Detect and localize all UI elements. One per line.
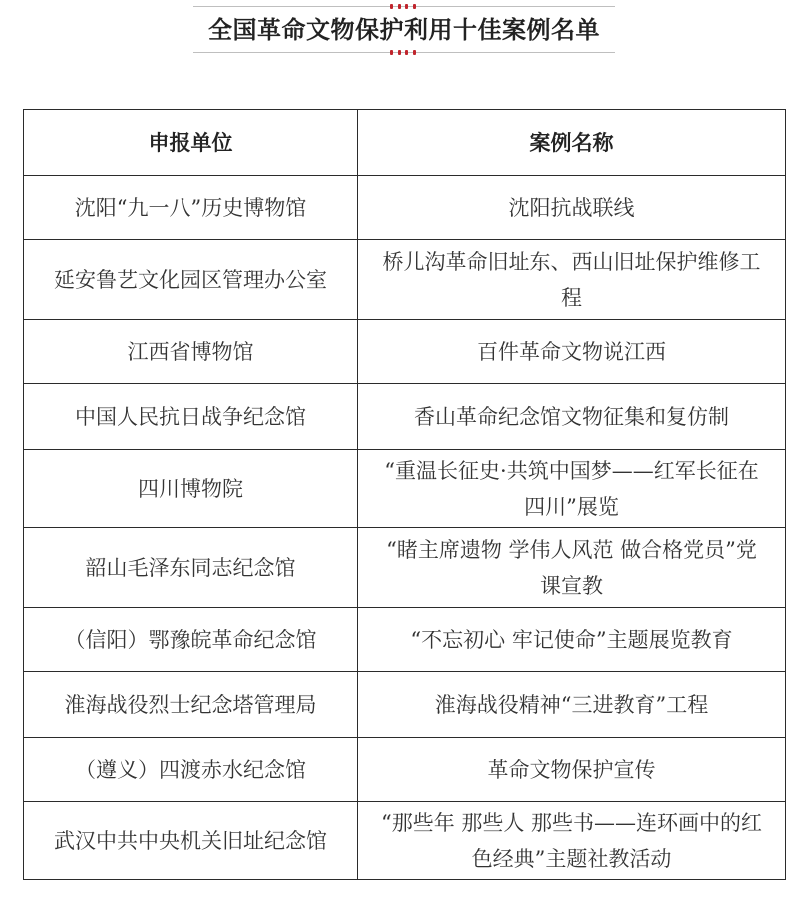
cell-unit: 延安鲁艺文化园区管理办公室 bbox=[24, 240, 358, 320]
title-top-dots bbox=[390, 4, 416, 9]
table-row bbox=[24, 320, 786, 384]
cell-unit: 沈阳“九一八”历史博物馆 bbox=[24, 176, 358, 240]
cell-unit: （信阳）鄂豫皖革命纪念馆 bbox=[24, 608, 358, 672]
cell-unit: 武汉中共中央机关旧址纪念馆 bbox=[24, 802, 358, 880]
cell-case: 桥儿沟革命旧址东、西山旧址保护维修工程 bbox=[358, 240, 786, 320]
cell-case: “睹主席遗物 学伟人风范 做合格党员”党课宣教 bbox=[358, 528, 786, 608]
cell-case: 香山革命纪念馆文物征集和复仿制 bbox=[358, 384, 786, 450]
cell-case: 淮海战役精神“三进教育”工程 bbox=[358, 672, 786, 738]
header-case: 案例名称 bbox=[358, 110, 786, 176]
table-row bbox=[24, 528, 786, 608]
table-row bbox=[24, 672, 786, 738]
table-row bbox=[24, 802, 786, 880]
cell-unit: 江西省博物馆 bbox=[24, 320, 358, 384]
table-row bbox=[24, 384, 786, 450]
cell-case: 革命文物保护宣传 bbox=[358, 738, 786, 802]
cell-case: “那些年 那些人 那些书——连环画中的红色经典”主题社教活动 bbox=[358, 802, 786, 880]
cell-case: “不忘初心 牢记使命”主题展览教育 bbox=[358, 608, 786, 672]
page-title: 全国革命文物保护利用十佳案例名单 bbox=[208, 16, 600, 44]
cell-unit: （遵义）四渡赤水纪念馆 bbox=[24, 738, 358, 802]
cell-unit: 中国人民抗日战争纪念馆 bbox=[24, 384, 358, 450]
table-row bbox=[24, 738, 786, 802]
cell-case: “重温长征史·共筑中国梦——红军长征在四川”展览 bbox=[358, 450, 786, 528]
header-unit: 申报单位 bbox=[24, 110, 358, 176]
cell-case: 百件革命文物说江西 bbox=[358, 320, 786, 384]
cell-unit: 韶山毛泽东同志纪念馆 bbox=[24, 528, 358, 608]
table-header-row bbox=[24, 110, 786, 176]
table-row bbox=[24, 450, 786, 528]
cases-table bbox=[23, 109, 786, 880]
table-row bbox=[24, 240, 786, 320]
cell-case: 沈阳抗战联线 bbox=[358, 176, 786, 240]
title-bottom-dots bbox=[390, 50, 416, 55]
cell-unit: 四川博物院 bbox=[24, 450, 358, 528]
title-banner bbox=[193, 0, 615, 58]
cell-unit: 淮海战役烈士纪念塔管理局 bbox=[24, 672, 358, 738]
table-row bbox=[24, 608, 786, 672]
table-row bbox=[24, 176, 786, 240]
